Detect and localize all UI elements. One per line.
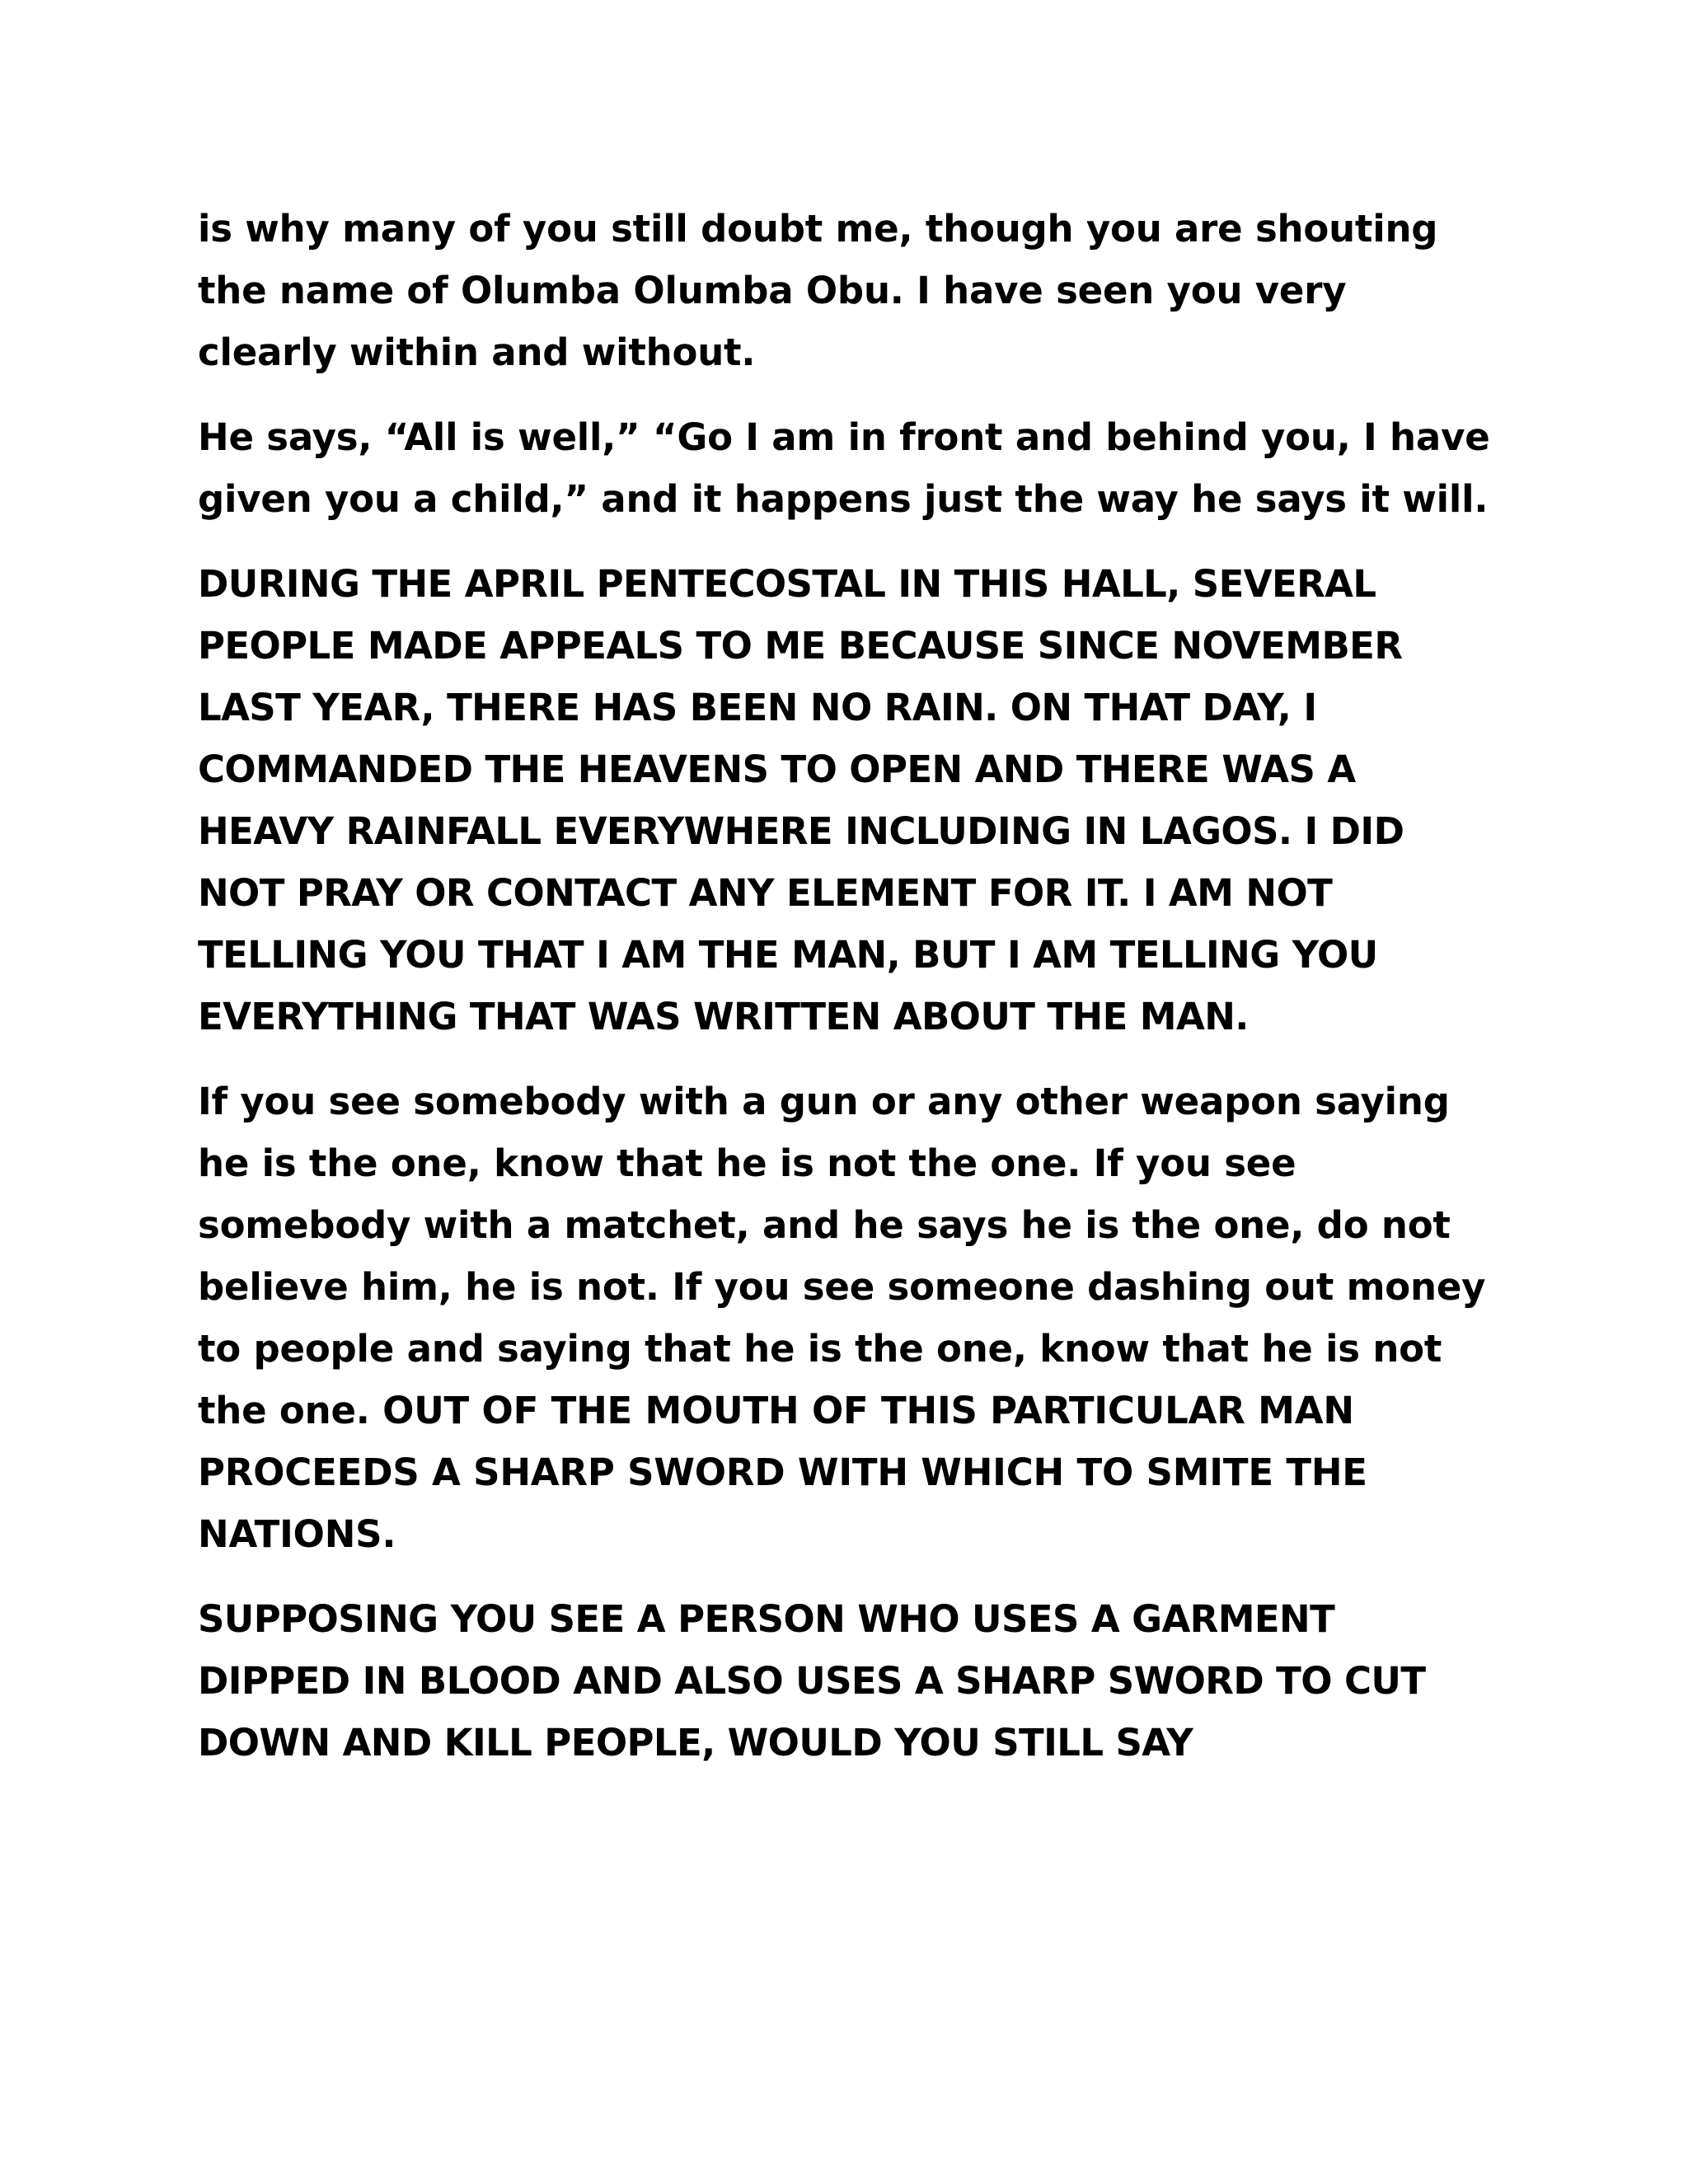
paragraph-4: If you see somebody with a gun or any other weapon saying he is the one, know that he is not the one. If you see somebody with a matchet, and he says he is the one, do not believe him, he is not. If you see someone dashing out money to people and saying that he is the one, know that he is not the one. OUT OF THE MOUTH OF THIS PARTICULAR MAN PROCEEDS A SHARP SWORD WITH WHICH TO SMITE THE NATIONS. xyxy=(198,1080,1486,1556)
paragraph-2: He says, “All is well,” “Go I am in front and behind you, I have given you a child,” and it happens just the way he says it will. xyxy=(198,415,1490,521)
document-body xyxy=(198,198,1492,1797)
paragraph-3: DURING THE APRIL PENTECOSTAL IN THIS HALL, SEVERAL PEOPLE MADE APPEALS TO ME BECAUSE SINCE NOVEMBER LAST YEAR, THERE HAS BEEN NO RAIN. ON THAT DAY, I COMMANDED THE HEAVENS TO OPEN AND THERE WAS A HEAVY RAINFALL EVERYWHERE INCLUDING IN LAGOS. I DID NOT PRAY OR CONTACT ANY ELEMENT FOR IT. I AM NOT TELLING YOU THAT I AM THE MAN, BUT I AM TELLING YOU EVERYTHING THAT WAS WRITTEN ABOUT THE MAN. xyxy=(198,562,1404,1038)
paragraph-5: SUPPOSING YOU SEE A PERSON WHO USES A GARMENT DIPPED IN BLOOD AND ALSO USES A SHARP SWORD TO CUT DOWN AND KILL PEOPLE, WOULD YOU STILL SAY xyxy=(198,1597,1426,1765)
paragraph-1: is why many of you still doubt me, though you are shouting the name of Olumba Olumba Obu. I have seen you very clearly within and without. xyxy=(198,207,1438,374)
